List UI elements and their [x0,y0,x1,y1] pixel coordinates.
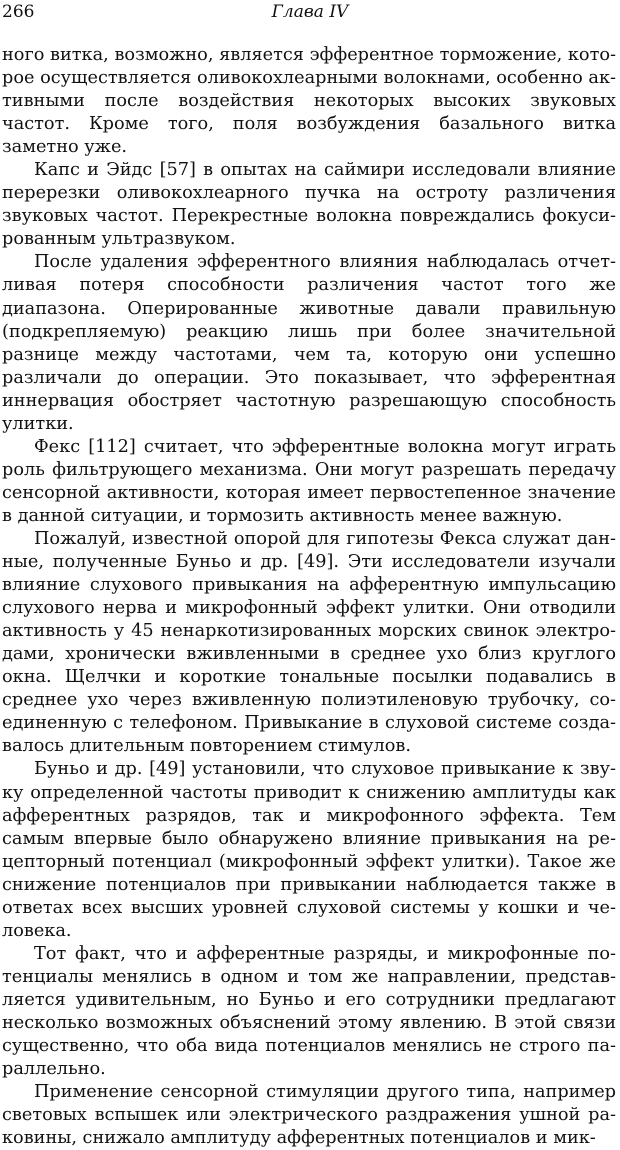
running-title: Глава IV [271,2,349,22]
paragraph-continuation: ного витка, возможно, является эфферентное торможение, которое осуществляется оливокохлеарными волокнами, особенно активными после воздействия некоторых высоких звуковых частот. Кроме того, поля возбуждения базального витка заметно уже. [2,45,616,158]
page-number: 266 [2,2,35,22]
paragraph: Применение сенсорной стимуляции другого типа, например световых вспышек или электрического раздражения ушной раковины, снижало амплитуду афферентных потенциалов и мик- [2,1082,616,1149]
paragraph: Буньо и др. [49] установили, что слуховое привыкание к звуку определенной частоты приводит к снижению амплитуды как афферентных разрядов, так и микрофонного эффекта. Тем самым впервые было обнаружено влияние привыкания на рецепторный потенциал (микрофонный эффект улитки). Такое же снижение потенциалов при привыкании наблюдается также в ответах всех высших уровней слуховой системы у кошки и человека. [2,759,616,941]
paragraph: После удаления эфферентного влияния наблюдалась отчетливая потеря способности различения частот того же диапазона. Оперированные животные давали правильную (подкрепляемую) реакцию лишь при более значительной разнице между частотами, чем та, которую они успешно различали до операции. Это показывает, что эфферентная иннервация обостряет частотную разрешающую способность улитки. [2,252,616,434]
page-header [0,0,620,26]
paragraph: Фекс [112] считает, что эфферентные волокна могут играть роль фильтрующего механизма. Они могут разрешать передачу сенсорной активности, которая имеет первостепенное значение в данной ситуации, и тормозить активность менее важную. [2,436,616,526]
body-text [2,44,616,1150]
paragraph: Пожалуй, известной опорой для гипотезы Фекса служат данные, полученные Буньо и др. [49]. Эти исследователи изучали влияние слухового привыкания на афферентную импульсацию слухового нерва и микрофонный эффект улитки. Они отводили активность у 45 ненаркотизированных морских свинок электродами, хронически вживленными в среднее ухо близ круглого окна. Щелчки и короткие тональные посылки подавались в среднее ухо через вживленную полиэтиленовую трубочку, соединенную с телефоном. Привыкание в слуховой системе создавалось длительным повторением стимулов. [2,528,616,757]
paragraph: Капс и Эйдс [57] в опытах на саймири исследовали влияние перерезки оливокохлеарного пучка на остроту различения звуковых частот. Перекрестные волокна повреждались фокусированным ультразвуком. [2,160,616,250]
paragraph: Тот факт, что и афферентные разряды, и микрофонные потенциалы менялись в одном и том же направлении, представляется удивительным, но Буньо и его сотрудники предлагают несколько возможных объяснений этому явлению. В этой связи существенно, что оба вида потенциалов менялись не строго параллельно. [2,943,616,1080]
